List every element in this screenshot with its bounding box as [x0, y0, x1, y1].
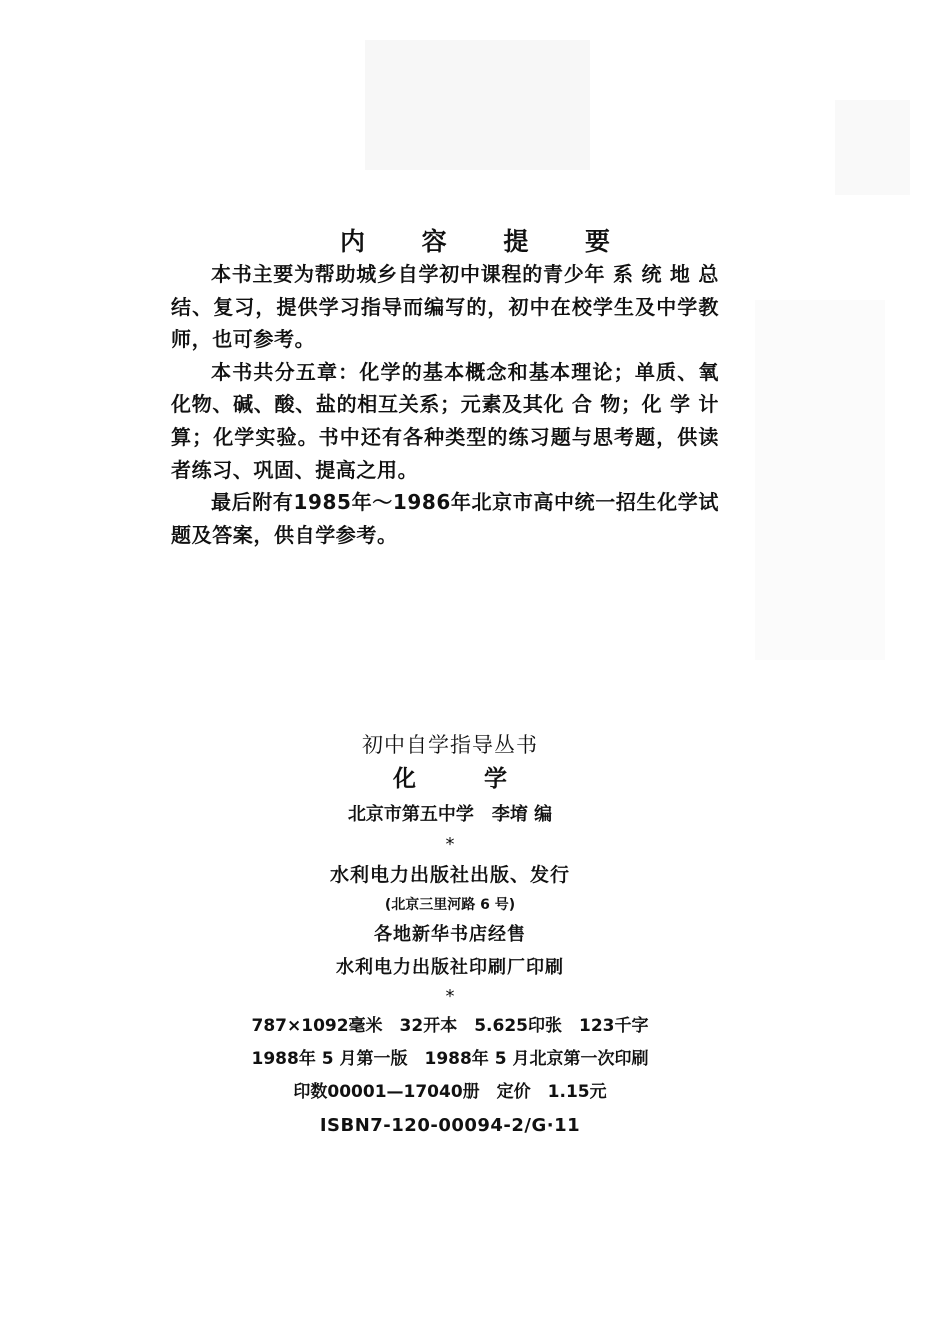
- publisher-address: (北京三里河路 6 号): [384, 897, 516, 913]
- summary-heading: 内 容 提 要: [339, 227, 635, 256]
- colophon: [0, 728, 900, 1142]
- printer-line: 水利电力出版社印刷厂印刷: [336, 957, 564, 978]
- summary-paragraph: 本书主要为帮助城乡自学初中课程的青少年 系 统 地 总结、复习，提供学习指导而编写的，初中在校学生及中学教师，也可参考。: [171, 262, 719, 352]
- publisher-line: 水利电力出版社出版、发行: [329, 864, 570, 886]
- scan-shadow: [755, 300, 885, 660]
- series-title: 初中自学指导丛书: [362, 733, 538, 757]
- format-specs: 787×1092毫米 32开本 5.625印张 123千字: [251, 1016, 649, 1036]
- summary-body: [171, 258, 719, 551]
- scan-shadow: [835, 100, 910, 195]
- book-title: 化 学: [392, 766, 537, 792]
- isbn-line: ISBN7-120-00094-2/G·11: [319, 1115, 581, 1136]
- separator-star: *: [445, 986, 455, 1007]
- print-run-line: 印数00001—17040册 定价 1.15元: [293, 1082, 607, 1102]
- summary-paragraph: 本书共分五章：化学的基本概念和基本理论；单质、氧化物、碱、酸、盐的相互关系；元素及其化 合 物；化 学 计算；化学实验。书中还有各种类型的练习题与思考题，供读者练习、巩固、提高之用。: [171, 359, 719, 482]
- author-line: 北京市第五中学 李堉 编: [347, 804, 553, 825]
- summary-paragraph: 最后附有1985年～1986年北京市高中统一招生化学试题及答案，供自学参考。: [171, 490, 719, 547]
- distributor-line: 各地新华书店经售: [374, 924, 526, 945]
- separator-star: *: [445, 834, 455, 855]
- scan-shadow: [365, 40, 590, 170]
- edition-line: 1988年 5 月第一版 1988年 5 月北京第一次印刷: [251, 1049, 649, 1069]
